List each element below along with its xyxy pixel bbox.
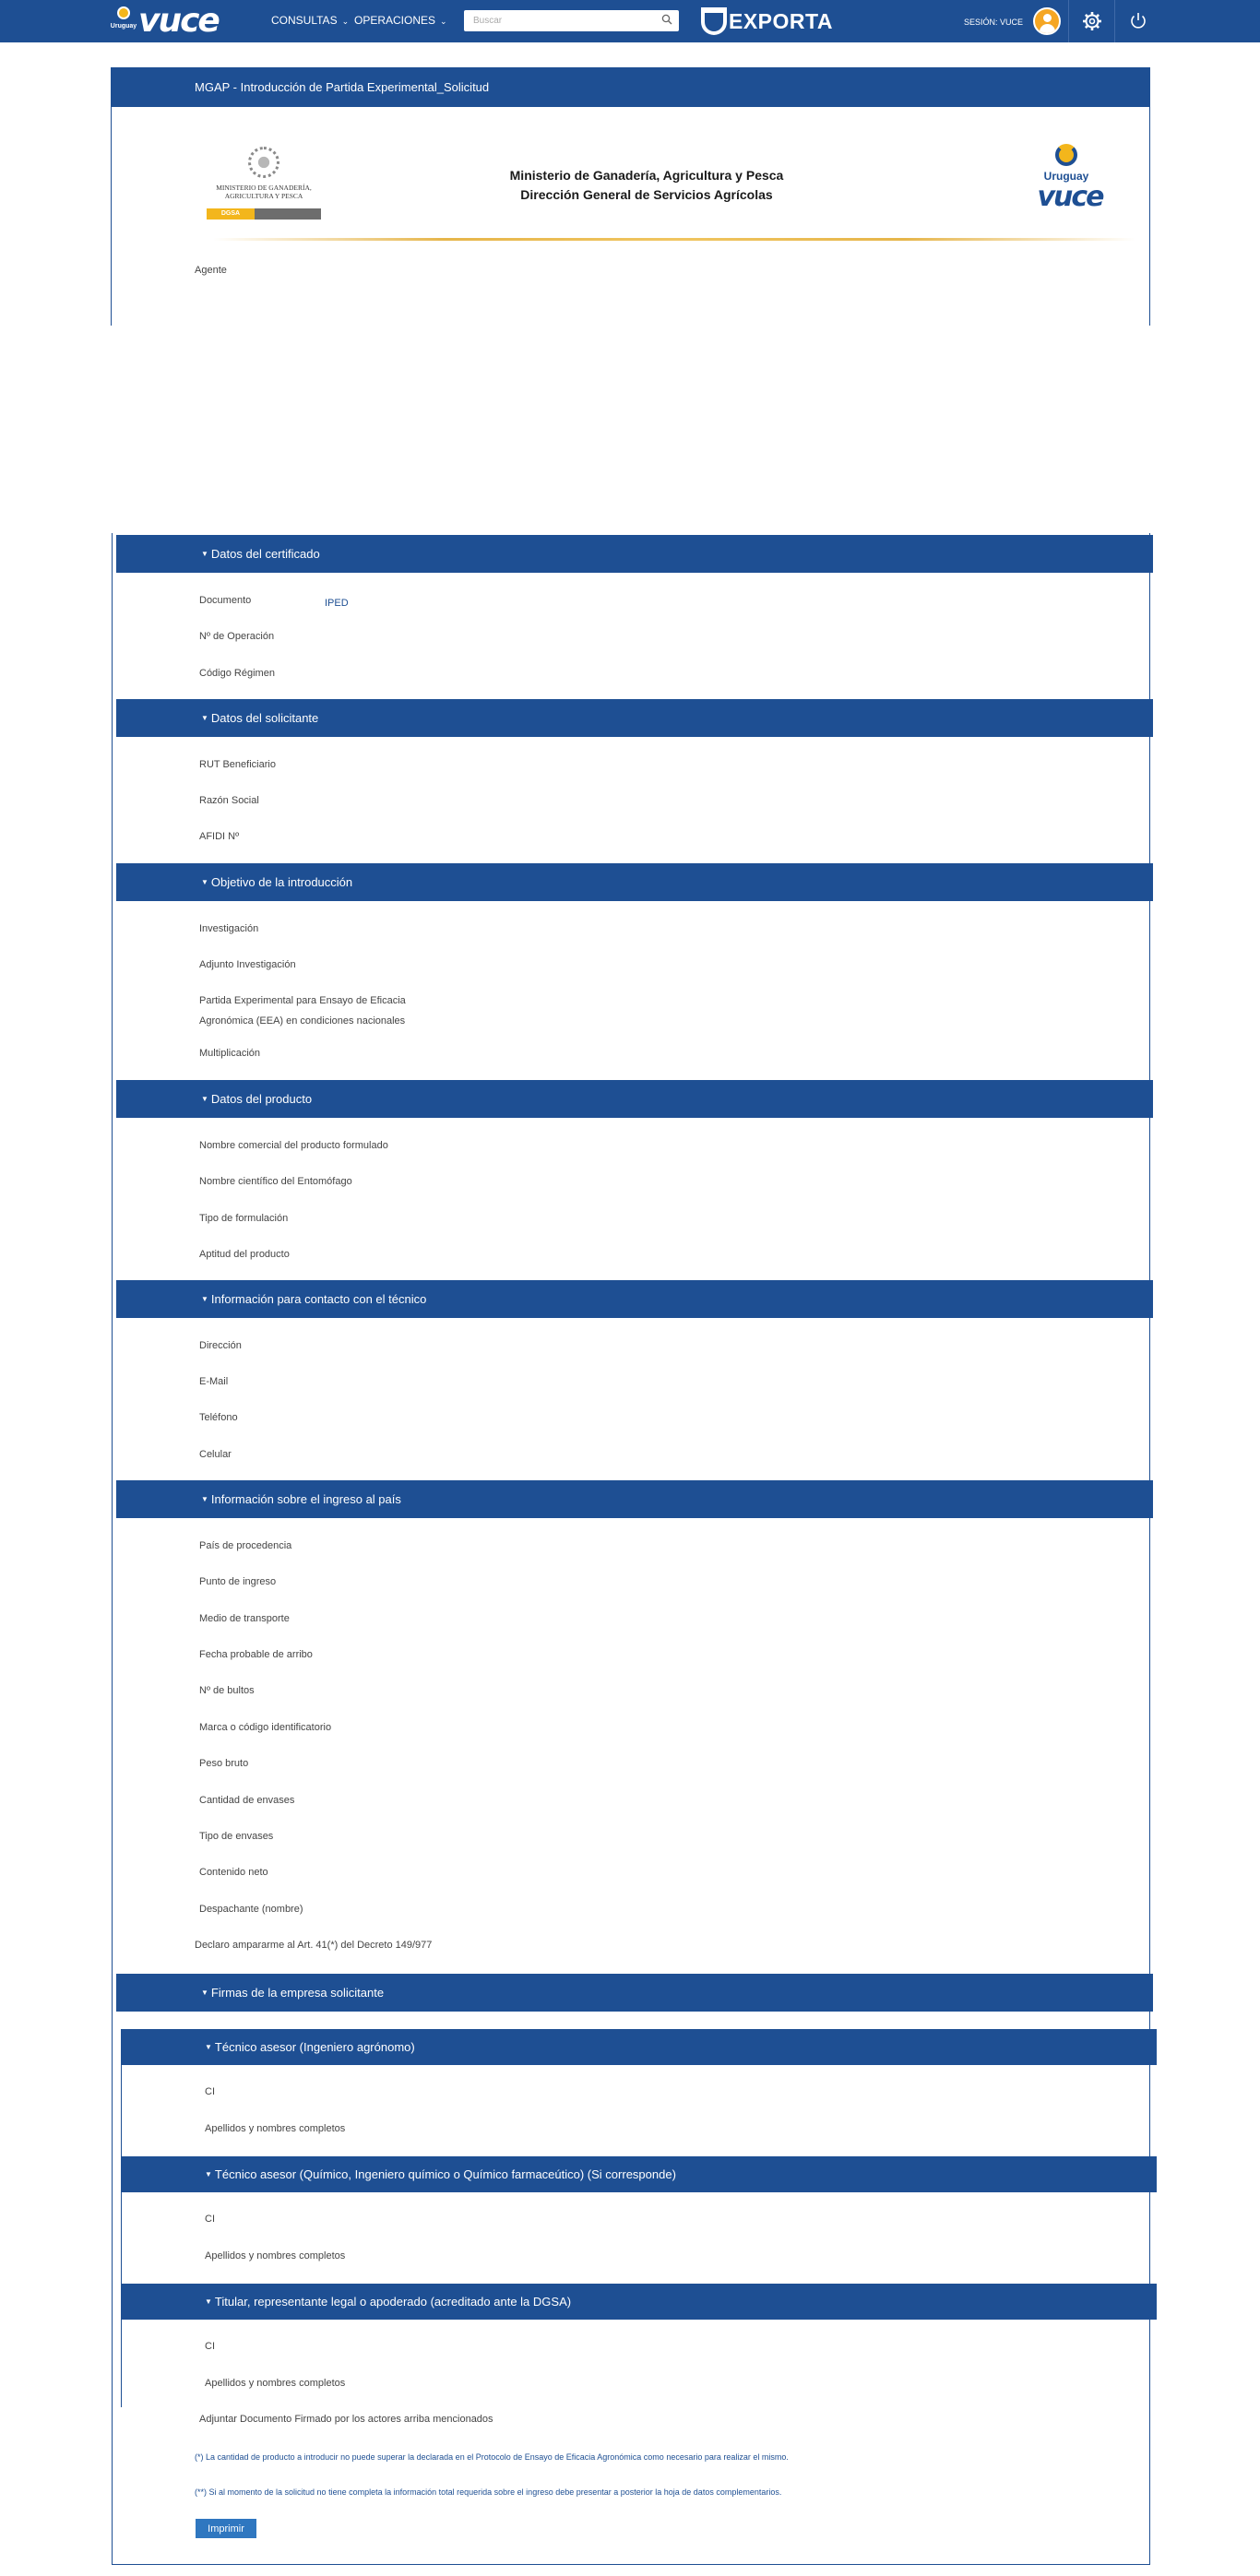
ministry-title bbox=[388, 166, 905, 205]
gold-divider bbox=[213, 238, 1135, 241]
field-label: Investigación bbox=[199, 923, 259, 934]
declaro-label: Declaro ampararme al Art. 41(*) del Decreto 149/977 bbox=[195, 1940, 433, 1951]
agente-label: Agente bbox=[195, 265, 227, 276]
section-firmas-empresa[interactable] bbox=[116, 1974, 1153, 2012]
field-label: Cantidad de envases bbox=[199, 1795, 295, 1806]
divider bbox=[1068, 0, 1069, 42]
vuce-logo-brand: vuce bbox=[1037, 181, 1103, 213]
menu-operaciones-label: OPERACIONES bbox=[354, 14, 436, 27]
caret-down-icon: ▼ bbox=[205, 2170, 212, 2179]
caret-down-icon: ▼ bbox=[201, 550, 208, 559]
section-title: Objetivo de la introducción bbox=[210, 875, 353, 889]
gear-icon[interactable] bbox=[1081, 10, 1103, 32]
section-title: Datos del solicitante bbox=[210, 711, 319, 725]
caret-down-icon: ▼ bbox=[205, 2043, 212, 2052]
vuce-logo-country: Uruguay bbox=[1043, 170, 1089, 183]
mgap-logo-text: MINISTERIO DE GANADERÍA, AGRICULTURA Y PESCA bbox=[216, 184, 312, 200]
subsection-tecnico-agronomo[interactable] bbox=[122, 2029, 1157, 2065]
field-label: Tipo de envases bbox=[199, 1831, 274, 1842]
ministry-name: Ministerio de Ganadería, Agricultura y Pesca bbox=[509, 168, 784, 183]
vuce-uruguay-logo bbox=[1020, 142, 1112, 216]
chevron-down-icon: ⌄ bbox=[341, 17, 350, 26]
section-datos-producto[interactable] bbox=[116, 1080, 1153, 1118]
field-label: Apellidos y nombres completos bbox=[205, 2123, 346, 2134]
section-datos-solicitante[interactable] bbox=[116, 699, 1153, 737]
field-label: Nº de Operación bbox=[199, 631, 275, 642]
top-navbar bbox=[0, 0, 1260, 42]
menu-operaciones[interactable] bbox=[354, 14, 447, 27]
caret-down-icon: ▼ bbox=[201, 1295, 208, 1304]
caret-down-icon: ▼ bbox=[201, 1495, 208, 1504]
field-label: RUT Beneficiario bbox=[199, 759, 276, 770]
sun-icon bbox=[1055, 144, 1077, 166]
caret-down-icon: ▼ bbox=[201, 878, 208, 887]
menu-consultas[interactable] bbox=[271, 14, 349, 27]
exporta-logo-text: EXPORTA bbox=[729, 8, 833, 33]
power-icon[interactable] bbox=[1127, 10, 1149, 32]
field-label: Teléfono bbox=[199, 1412, 238, 1423]
field-label: E-Mail bbox=[199, 1376, 229, 1387]
field-label: Medio de transporte bbox=[199, 1613, 290, 1624]
field-label: Aptitud del producto bbox=[199, 1249, 290, 1260]
adjuntar-label: Adjuntar Documento Firmado por los actores arriba mencionados bbox=[199, 2414, 493, 2425]
dgsa-tag-bar bbox=[255, 208, 321, 220]
vuce-logo[interactable]: vuce bbox=[138, 2, 219, 40]
field-label: País de procedencia bbox=[199, 1540, 292, 1551]
field-label: Contenido neto bbox=[199, 1867, 268, 1878]
subsection-titular-representante[interactable] bbox=[122, 2284, 1157, 2320]
field-label: Código Régimen bbox=[199, 668, 275, 679]
field-label: Marca o código identificatorio bbox=[199, 1722, 332, 1733]
field-label: AFIDI Nº bbox=[199, 831, 240, 842]
subsection-title: Técnico asesor (Químico, Ingeniero químico o Químico farmaceútico) (Si corresponde) bbox=[214, 2167, 676, 2181]
request-header-panel bbox=[111, 67, 1150, 326]
caret-down-icon: ▼ bbox=[205, 2297, 212, 2307]
field-label: Fecha probable de arribo bbox=[199, 1649, 313, 1660]
field-label: CI bbox=[205, 2214, 215, 2225]
section-objetivo-introduccion[interactable] bbox=[116, 863, 1153, 901]
uruguay-logo-text: Uruguay bbox=[110, 23, 137, 30]
chevron-down-icon: ⌄ bbox=[440, 17, 447, 26]
mgap-logo bbox=[207, 147, 321, 224]
search-box bbox=[464, 10, 679, 31]
field-label: Tipo de formulación bbox=[199, 1213, 289, 1224]
session-label: SESIÓN: VUCE bbox=[964, 18, 1024, 27]
section-ingreso-pais[interactable] bbox=[116, 1480, 1153, 1518]
dgsa-tag: DGSA bbox=[207, 208, 255, 220]
footnote-1: (*) La cantidad de producto a introducir no puede superar la declarada en el Protocolo de Ensayo de Eficacia Agronómica como necesario para realizar el mismo. bbox=[195, 2452, 789, 2462]
field-label: Documento bbox=[199, 595, 252, 606]
field-label: Razón Social bbox=[199, 795, 259, 806]
footnote-2: (**) Si al momento de la solicitud no tiene completa la información total requerida sobre el ingreso debe presentar a posterior la hoja de datos complementarios. bbox=[195, 2487, 782, 2497]
section-contacto-tecnico[interactable] bbox=[116, 1280, 1153, 1318]
caret-down-icon: ▼ bbox=[201, 1095, 208, 1104]
section-datos-certificado[interactable] bbox=[116, 535, 1153, 573]
caret-down-icon: ▼ bbox=[201, 1988, 208, 1998]
divider bbox=[1114, 0, 1115, 42]
subsection-tecnico-quimico[interactable] bbox=[122, 2156, 1157, 2192]
field-label: Nombre comercial del producto formulado bbox=[199, 1140, 388, 1151]
field-label: Nº de bultos bbox=[199, 1685, 255, 1696]
field-label: Celular bbox=[199, 1449, 232, 1460]
firmas-subpanel-border bbox=[121, 2029, 122, 2407]
field-label: Despachante (nombre) bbox=[199, 1904, 303, 1915]
field-label: Adjunto Investigación bbox=[199, 959, 296, 970]
page-title: MGAP - Introducción de Partida Experimental_Solicitud bbox=[112, 68, 1149, 107]
field-label: Agronómica (EEA) en condiciones nacionales bbox=[199, 1015, 406, 1027]
section-title: Firmas de la empresa solicitante bbox=[210, 1986, 385, 2000]
uruguay-logo[interactable] bbox=[107, 5, 140, 38]
user-avatar-icon[interactable] bbox=[1033, 7, 1061, 35]
field-label: Partida Experimental para Ensayo de Eficacia bbox=[199, 995, 406, 1006]
section-title: Datos del producto bbox=[210, 1092, 313, 1106]
section-title: Información para contacto con el técnico bbox=[210, 1292, 427, 1306]
field-label: CI bbox=[205, 2341, 215, 2352]
section-title: Información sobre el ingreso al país bbox=[210, 1492, 401, 1506]
subsection-title: Técnico asesor (Ingeniero agrónomo) bbox=[214, 2040, 415, 2054]
section-title: Datos del certificado bbox=[210, 547, 320, 561]
sun-emblem-icon bbox=[248, 147, 279, 178]
field-label: Apellidos y nombres completos bbox=[205, 2378, 346, 2389]
field-label: Multiplicación bbox=[199, 1048, 261, 1059]
field-label: Apellidos y nombres completos bbox=[205, 2250, 346, 2261]
menu-consultas-label: CONSULTAS bbox=[271, 14, 338, 27]
caret-down-icon: ▼ bbox=[201, 714, 208, 723]
exporta-mark-icon bbox=[701, 7, 727, 35]
exporta-logo[interactable] bbox=[701, 6, 833, 36]
field-label: CI bbox=[205, 2086, 215, 2097]
direction-name: Dirección General de Servicios Agrícolas bbox=[520, 187, 773, 202]
field-label: Peso bruto bbox=[199, 1758, 249, 1769]
documento-value: IPED bbox=[325, 598, 349, 609]
print-button[interactable]: Imprimir bbox=[196, 2519, 256, 2538]
field-label: Punto de ingreso bbox=[199, 1576, 277, 1587]
search-input[interactable] bbox=[473, 14, 648, 28]
subsection-title: Titular, representante legal o apoderado (acreditado ante la DGSA) bbox=[214, 2295, 572, 2309]
search-icon[interactable] bbox=[661, 14, 672, 25]
field-label: Dirección bbox=[199, 1340, 242, 1351]
sun-icon bbox=[117, 6, 130, 19]
field-label: Nombre científico del Entomófago bbox=[199, 1176, 352, 1187]
